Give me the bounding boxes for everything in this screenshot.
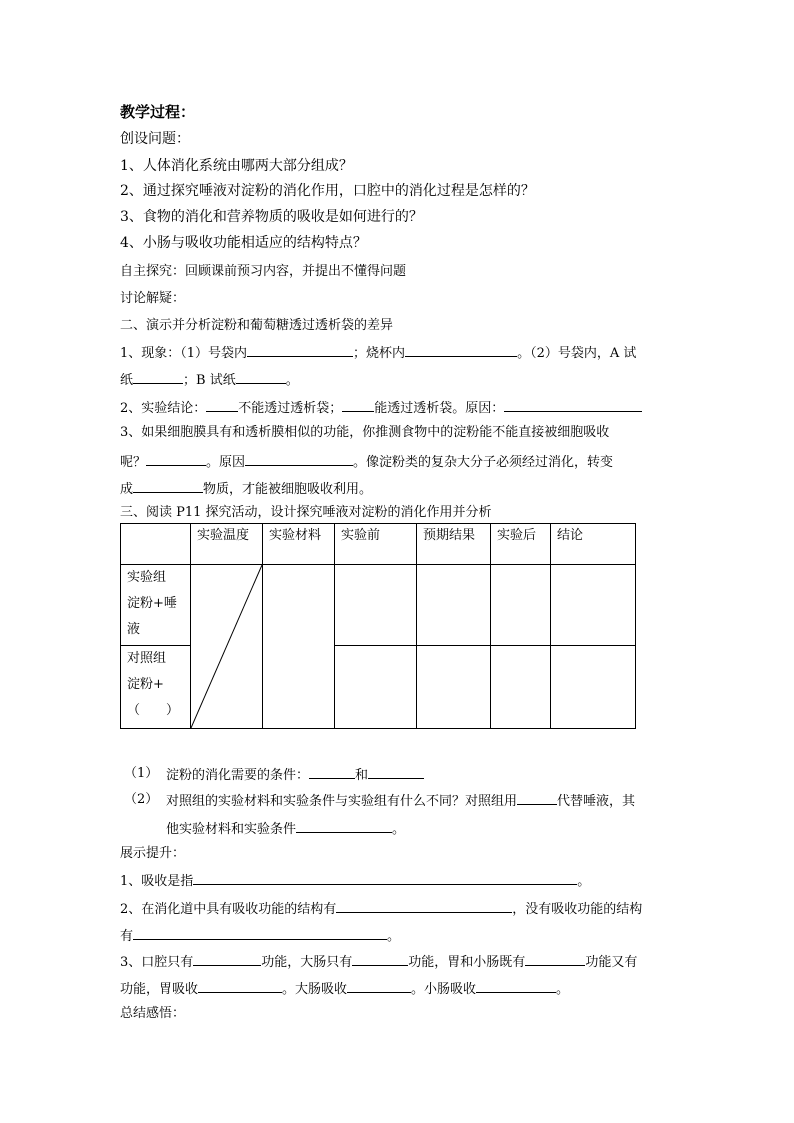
sub-question-number-1: （1） [124,766,159,781]
header-cell-empty [121,524,191,565]
show-q2-line2: 有 。 [120,925,400,947]
experiment-table [120,523,636,729]
diagonal-slash [191,565,262,728]
page-title: 教学过程： [120,103,196,121]
part2-title: 二、演示并分析淀粉和葡萄糖透过透析袋的差异 [120,318,394,333]
sub-question-1: 淀粉的消化需要的条件： 和 [166,764,424,786]
part2-q3-line1: 3、如果细胞膜具有和透析膜相似的功能，你推测食物中的淀粉能不能直接被细胞吸收 [120,425,610,440]
blank-large-intestine-function[interactable] [352,951,408,966]
blank-beaker[interactable] [405,342,517,357]
blank-absorption-def[interactable] [193,870,577,885]
cell-ctrl-before[interactable] [335,646,417,729]
blank-stomach-function-1[interactable] [525,951,585,966]
blank-stomach-absorbs[interactable] [198,978,282,993]
header-temperature: 实验温度 [191,524,263,565]
blank-paper-a[interactable] [133,369,183,384]
blank-non-absorb-structures[interactable] [133,925,387,940]
blank-condition-1[interactable] [309,764,355,779]
show-q2-line1: 2、在消化道中具有吸收功能的结构有 ，没有吸收功能的结构 [120,898,642,920]
header-after: 实验后 [491,524,551,565]
question-4: 4、小肠与吸收功能相适应的结构特点？ [120,235,367,251]
section-create-heading: 创设问题： [120,131,190,147]
blank-q3-reason[interactable] [245,451,353,466]
part2-q1-line2: 纸 ；B 试纸 。 [120,369,299,391]
blank-can-absorb[interactable] [146,451,206,466]
summary-heading: 总结感悟： [120,1006,186,1021]
blank-other-conditions[interactable] [296,818,392,833]
part3-title: 三、阅读 P11 探究活动，设计探究唾液对淀粉的消化作用并分析 [120,505,492,520]
self-explore: 自主探究：回顾课前预习内容，并提出不懂得问题 [120,264,407,279]
part2-q2: 2、实验结论： 不能透过透析袋； 能透过透析袋。原因： [120,397,642,419]
temperature-merged-cell [191,565,263,729]
blank-condition-2[interactable] [368,764,424,779]
cell-exp-before[interactable] [335,565,417,646]
table-header-row [121,524,636,565]
blank-substitute[interactable] [517,790,557,805]
show-q1: 1、吸收是指 。 [120,870,590,892]
row-label-control: 对照组 淀粉+ （ ） [121,646,191,729]
part2-q3-line2: 呢？ 。原因 。像淀粉类的复杂大分子必须经过消化，转变 [120,451,613,473]
show-q3-line1: 3、口腔只有 功能，大肠只有 功能，胃和小肠既有 功能又有 [120,951,637,973]
cell-ctrl-conclusion[interactable] [551,646,636,729]
part2-q3-line3: 成 物质，才能被细胞吸收利用。 [120,478,372,500]
blank-bag1[interactable] [247,342,353,357]
blank-pass[interactable] [342,397,374,412]
blank-large-intestine-absorbs[interactable] [347,978,411,993]
sub-question-2-line2: 他实验材料和实验条件 。 [166,818,405,840]
header-before: 实验前 [335,524,417,565]
header-material: 实验材料 [263,524,335,565]
show-q3-line2: 功能，胃吸收 。大肠吸收 。小肠吸收 。 [120,978,569,1000]
question-2: 2、通过探究唾液对淀粉的消化作用，口腔中的消化过程是怎样的？ [120,183,535,199]
header-expected: 预期结果 [417,524,491,565]
cell-ctrl-expected[interactable] [417,646,491,729]
cell-exp-after[interactable] [491,565,551,646]
header-conclusion: 结论 [551,524,636,565]
row-label-experimental: 实验组 淀粉+唾 液 [121,565,191,646]
question-1: 1、人体消化系统由哪两大部分组成？ [120,158,353,174]
sub-question-2-line1: 对照组的实验材料和实验条件与实验组有什么不同？对照组用 代替唾液，其 [166,790,635,812]
question-3: 3、食物的消化和营养物质的吸收是如何进行的？ [120,209,423,225]
blank-mouth-function[interactable] [193,951,261,966]
blank-substance[interactable] [133,478,203,493]
material-merged-cell[interactable] [263,565,335,729]
sub-question-number-2: （2） [124,792,159,807]
cell-exp-expected[interactable] [417,565,491,646]
show-heading: 展示提升： [120,846,186,861]
part2-q1-line1: 1、现象：（1）号袋内 ；烧杯内 。（2）号袋内，A 试 [120,342,636,364]
blank-reason[interactable] [504,397,642,412]
blank-not-pass[interactable] [206,397,238,412]
discuss-heading: 讨论解疑： [120,291,186,306]
blank-absorb-structures[interactable] [336,898,512,913]
blank-small-intestine-absorbs[interactable] [476,978,556,993]
table-row-experimental [121,565,636,646]
blank-paper-b[interactable] [236,369,286,384]
cell-exp-conclusion[interactable] [551,565,636,646]
cell-ctrl-after[interactable] [491,646,551,729]
